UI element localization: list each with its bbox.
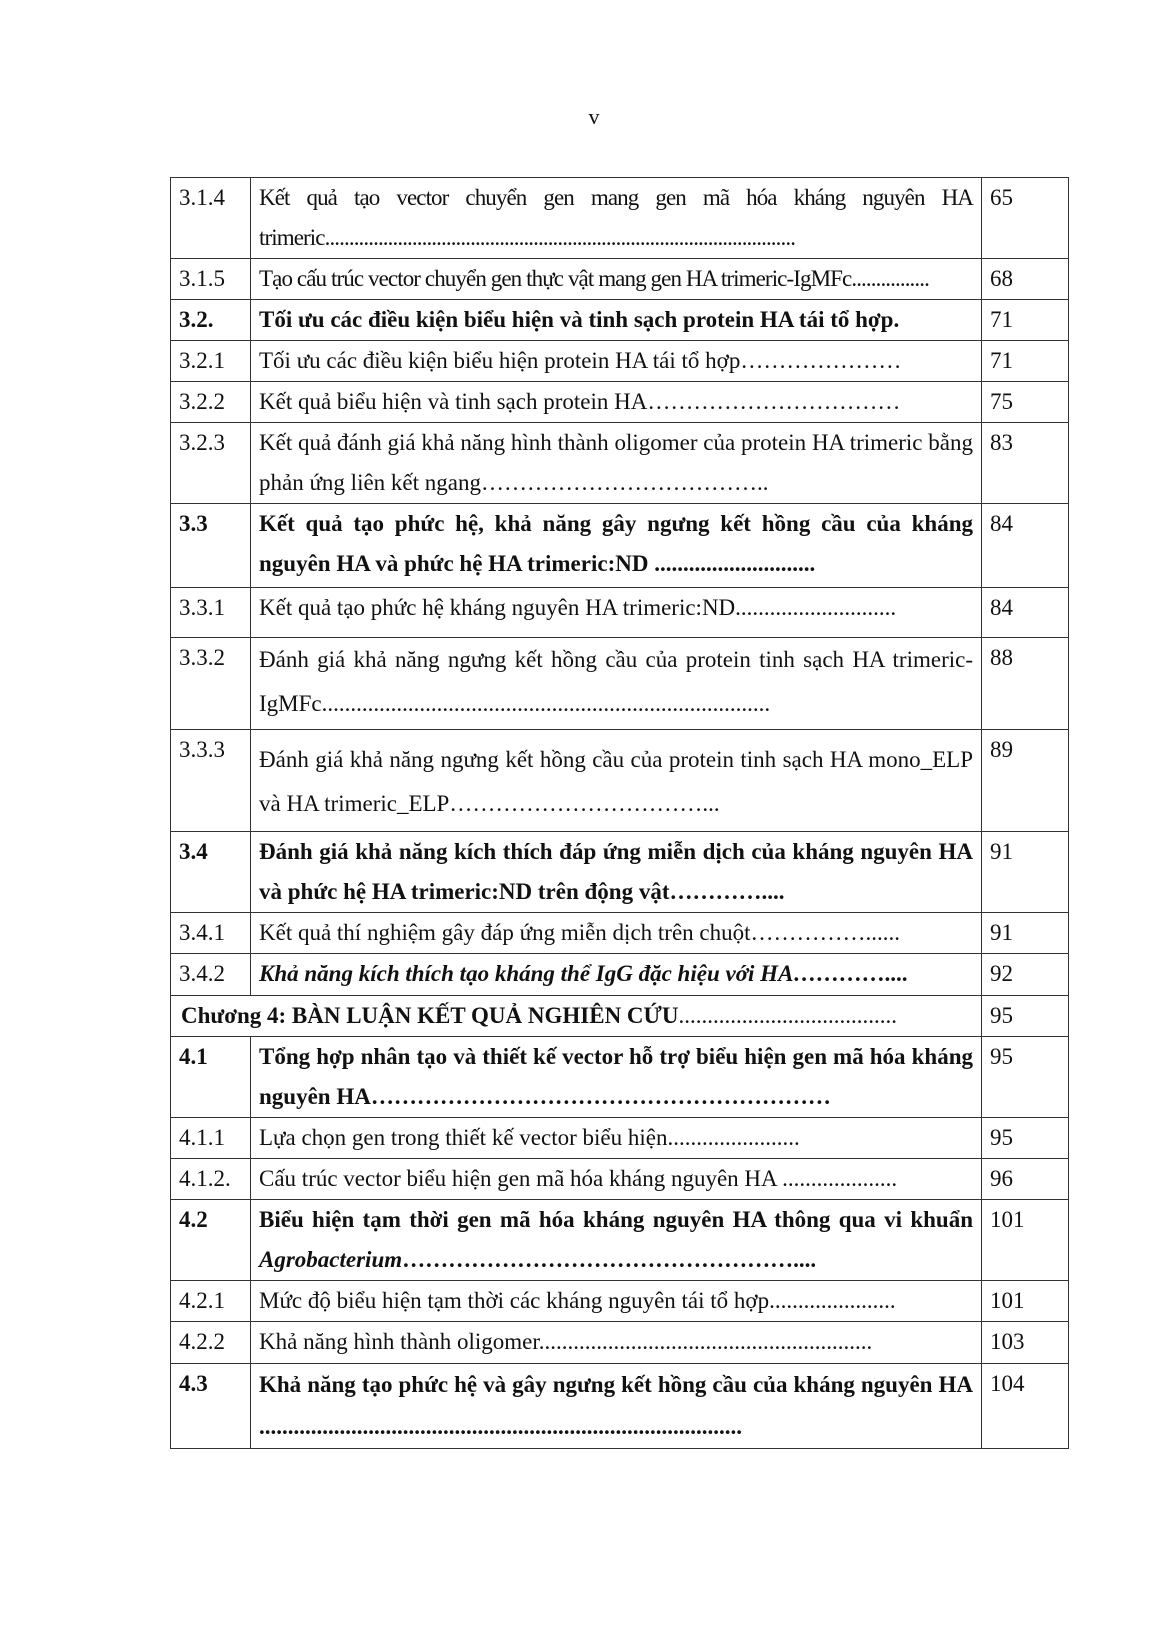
section-number: 3.3.3 [171,730,251,832]
section-number: 3.3 [171,504,251,588]
section-number: 4.3 [171,1364,251,1449]
toc-row-chapter-4[interactable] [171,996,1069,1037]
section-title[interactable]: Kết quả tạo vector chuyển gen mang gen mã hóa kháng nguyên HA trimeric................................................................................................. [251,178,982,259]
page-ref: 95 [982,1118,1069,1159]
section-number: 3.4 [171,832,251,913]
toc-row-3-2[interactable] [171,300,1069,341]
chapter-label: Chương 4: BÀN LUẬN KẾT QUẢ NGHIÊN CỨU [181,1003,679,1028]
section-title-part: Biểu hiện tạm thời gen mã hóa kháng nguyên HA thông qua vi khuẩn [259,1207,973,1232]
section-title[interactable]: Đánh giá khả năng kích thích đáp ứng miễn dịch của kháng nguyên HA và phức hệ HA trimeric:ND trên động vật………….... [251,832,982,913]
chapter-leader-dots: ...................................... [678,1003,897,1028]
page-ref: 103 [982,1322,1069,1364]
section-number: 3.1.4 [171,178,251,259]
toc-row-3-3-2[interactable] [171,638,1069,730]
leader-dots: …………………………………………….... [402,1247,817,1272]
section-title[interactable]: Tổng hợp nhân tạo và thiết kế vector hỗ trợ biểu hiện gen mã hóa kháng nguyên HA…………………………………………………… [251,1037,982,1118]
section-title[interactable]: Khả năng hình thành oligomer.......................................................... [251,1322,982,1364]
section-number: 3.1.5 [171,259,251,300]
page-ref: 91 [982,832,1069,913]
toc-row-4-2-2[interactable] [171,1322,1069,1364]
toc-row-3-4-2[interactable] [171,954,1069,996]
page-ref: 96 [982,1159,1069,1200]
toc-row-4-3[interactable] [171,1364,1069,1449]
section-title[interactable] [251,1200,982,1281]
page-ref: 71 [982,300,1069,341]
toc-row-4-2-1[interactable] [171,1281,1069,1322]
toc-row-3-2-2[interactable] [171,382,1069,423]
section-title[interactable]: Kết quả tạo phức hệ kháng nguyên HA trimeric:ND............................ [251,588,982,638]
page-ref: 84 [982,588,1069,638]
toc-row-4-2[interactable] [171,1200,1069,1281]
section-number: 3.4.2 [171,954,251,996]
page-ref: 68 [982,259,1069,300]
chapter-title-cell[interactable] [171,996,982,1037]
page-ref: 83 [982,423,1069,504]
section-number: 3.2.3 [171,423,251,504]
section-number: 3.2. [171,300,251,341]
section-number: 4.2.1 [171,1281,251,1322]
section-number: 4.1.2. [171,1159,251,1200]
section-number: 4.1.1 [171,1118,251,1159]
page-ref: 75 [982,382,1069,423]
section-title[interactable]: Kết quả thí nghiệm gây đáp ứng miễn dịch trên chuột……………...... [251,913,982,954]
section-title[interactable]: Tối ưu các điều kiện biểu hiện protein HA tái tổ hợp………………… [251,341,982,382]
page-ref: 95 [982,1037,1069,1118]
toc-row-4-1-1[interactable] [171,1118,1069,1159]
page-ref: 95 [982,996,1069,1037]
page-number: v [588,104,600,129]
page-ref: 91 [982,913,1069,954]
page-ref: 92 [982,954,1069,996]
page-ref: 88 [982,638,1069,730]
toc-row-3-2-1[interactable] [171,341,1069,382]
section-number: 4.2 [171,1200,251,1281]
toc-row-4-1-2[interactable] [171,1159,1069,1200]
page-ref: 71 [982,341,1069,382]
section-title[interactable]: Lựa chọn gen trong thiết kế vector biểu hiện....................... [251,1118,982,1159]
section-title[interactable]: Mức độ biểu hiện tạm thời các kháng nguyên tái tổ hợp...................... [251,1281,982,1322]
toc-row-3-4[interactable] [171,832,1069,913]
section-title[interactable]: Tạo cấu trúc vector chuyển gen thực vật mang gen HA trimeric-IgMFc................ [251,259,982,300]
section-number: 3.3.1 [171,588,251,638]
table-of-contents [170,177,1069,1449]
toc-row-3-3-3[interactable] [171,730,1069,832]
section-number: 3.2.2 [171,382,251,423]
section-title[interactable]: Kết quả đánh giá khả năng hình thành oligomer của protein HA trimeric bằng phản ứng liên kết ngang……………………………….. [251,423,982,504]
toc-row-3-4-1[interactable] [171,913,1069,954]
section-title[interactable]: Tối ưu các điều kiện biểu hiện và tinh sạch protein HA tái tổ hợp. [251,300,982,341]
toc-row-3-2-3[interactable] [171,423,1069,504]
section-title[interactable]: Đánh giá khả năng ngưng kết hồng cầu của protein tinh sạch HA mono_ELP và HA trimeric_ELP……………………………... [251,730,982,832]
toc-row-3-3[interactable] [171,504,1069,588]
section-title[interactable]: Đánh giá khả năng ngưng kết hồng cầu của protein tinh sạch HA trimeric-IgMFc.............................................................................. [251,638,982,730]
toc-row-4-1[interactable] [171,1037,1069,1118]
toc-row-3-1-4[interactable] [171,178,1069,259]
toc-row-3-1-5[interactable] [171,259,1069,300]
page-ref: 65 [982,178,1069,259]
section-title[interactable]: Khả năng kích thích tạo kháng thể IgG đặc hiệu với HA………….... [251,954,982,996]
page-ref: 101 [982,1281,1069,1322]
section-number: 4.2.2 [171,1322,251,1364]
section-number: 4.1 [171,1037,251,1118]
section-number: 3.2.1 [171,341,251,382]
organism-name: Agrobacterium [259,1247,403,1272]
section-title[interactable]: Cấu trúc vector biểu hiện gen mã hóa kháng nguyên HA .................... [251,1159,982,1200]
page-ref: 89 [982,730,1069,832]
toc-row-3-3-1[interactable] [171,588,1069,638]
page-ref: 84 [982,504,1069,588]
section-number: 3.4.1 [171,913,251,954]
section-number: 3.3.2 [171,638,251,730]
page-ref: 104 [982,1364,1069,1449]
section-title[interactable]: Kết quả tạo phức hệ, khả năng gây ngưng kết hồng cầu của kháng nguyên HA và phức hệ HA trimeric:ND ............................ [251,504,982,588]
page-ref: 101 [982,1200,1069,1281]
section-title[interactable]: Kết quả biểu hiện và tinh sạch protein HA…………………………… [251,382,982,423]
section-title[interactable]: Khả năng tạo phức hệ và gây ngưng kết hồng cầu của kháng nguyên HA .................................................................................... [251,1364,982,1449]
